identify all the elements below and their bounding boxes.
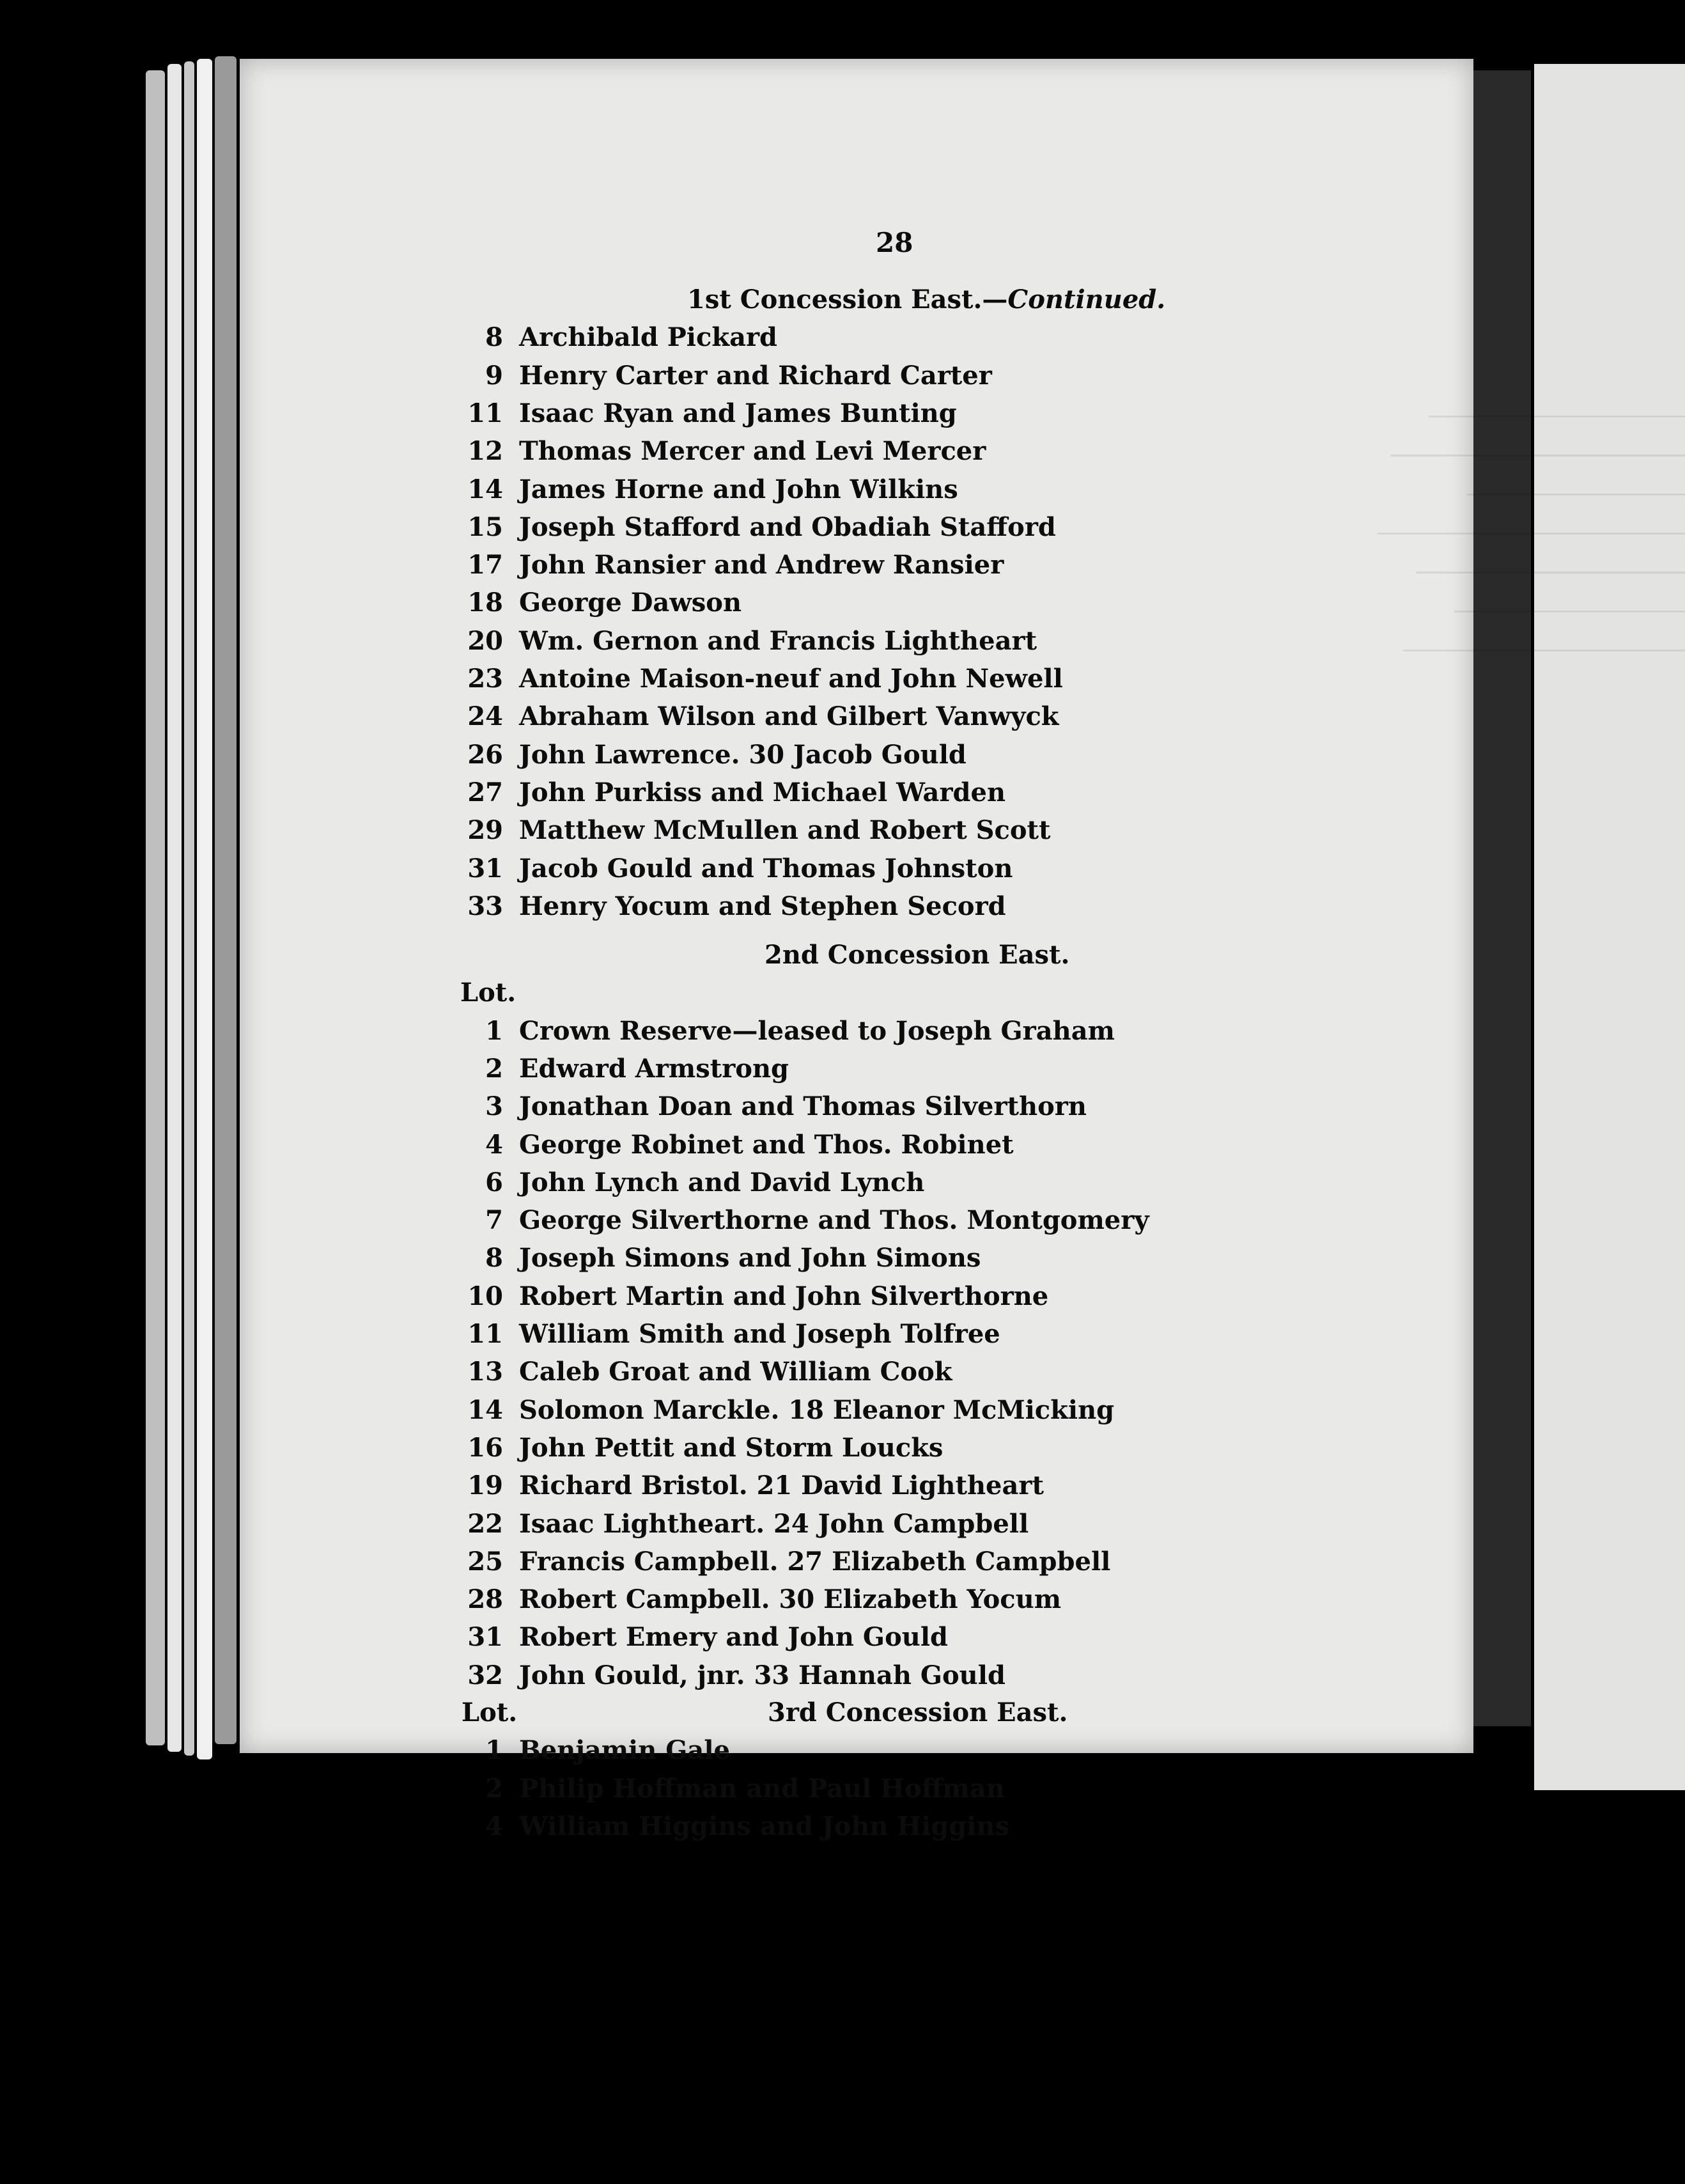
lot-holder-names: Archibald Pickard bbox=[519, 322, 778, 353]
lot-holder-names: Antoine Maison-neuf and John Newell bbox=[519, 664, 1063, 694]
lot-holder-names: William Smith and Joseph Tolfree bbox=[519, 1319, 1000, 1349]
lot-holder-names: Robert Martin and John Silverthorne bbox=[519, 1281, 1049, 1311]
lot-number: 24 bbox=[467, 701, 503, 732]
section-heading-text: 1st Concession East. bbox=[687, 285, 982, 315]
lot-number: 1 bbox=[485, 1015, 503, 1046]
section-heading bbox=[687, 285, 1165, 315]
lot-holder-names: Matthew McMullen and Robert Scott bbox=[519, 815, 1051, 846]
lot-number: 26 bbox=[467, 739, 503, 770]
lot-number: 28 bbox=[467, 1584, 503, 1615]
em-dash: — bbox=[982, 285, 1008, 315]
lot-number: 2 bbox=[485, 1773, 503, 1804]
lot-number: 1 bbox=[485, 1735, 503, 1766]
lot-holder-names: Richard Bristol. 21 David Lightheart bbox=[519, 1470, 1044, 1501]
lot-holder-names: John Pettit and Storm Loucks bbox=[519, 1432, 943, 1463]
lot-holder-names: John Lynch and David Lynch bbox=[519, 1167, 925, 1197]
lot-number: 32 bbox=[467, 1660, 503, 1690]
lot-number: 11 bbox=[467, 1319, 503, 1349]
lot-number: 2 bbox=[485, 1053, 503, 1084]
section-heading bbox=[768, 1697, 1068, 1728]
lot-holder-names: Jacob Gould and Thomas Johnston bbox=[519, 853, 1013, 884]
lot-holder-names: Robert Campbell. 30 Elizabeth Yocum bbox=[519, 1584, 1062, 1615]
lot-number: 14 bbox=[467, 1394, 503, 1425]
lot-number: 9 bbox=[485, 360, 503, 391]
lot-number: 14 bbox=[467, 474, 503, 504]
lot-holder-names: John Gould, jnr. 33 Hannah Gould bbox=[519, 1660, 1006, 1690]
lot-number: 11 bbox=[467, 398, 503, 428]
lot-holder-names: Joseph Stafford and Obadiah Stafford bbox=[519, 511, 1056, 542]
lot-number: 31 bbox=[467, 1622, 503, 1653]
lot-holder-names: John Ransier and Andrew Ransier bbox=[519, 550, 1004, 581]
lot-number: 13 bbox=[467, 1357, 503, 1387]
lot-holder-names: James Horne and John Wilkins bbox=[519, 474, 958, 504]
lot-number: 15 bbox=[467, 511, 503, 542]
lot-holder-names: Abraham Wilson and Gilbert Vanwyck bbox=[519, 701, 1059, 732]
lot-holder-names: Isaac Ryan and James Bunting bbox=[519, 398, 957, 428]
lot-holder-names: Wm. Gernon and Francis Lightheart bbox=[519, 625, 1037, 656]
lot-column-label: Lot. bbox=[462, 1697, 518, 1728]
lot-number: 18 bbox=[467, 588, 503, 618]
section-heading-text: 3rd Concession East. bbox=[768, 1697, 1068, 1728]
lot-holder-names: Henry Yocum and Stephen Secord bbox=[519, 891, 1006, 921]
lot-number: 6 bbox=[485, 1167, 503, 1197]
lot-number: 27 bbox=[467, 777, 503, 807]
lot-number: 12 bbox=[467, 436, 503, 467]
lot-number: 4 bbox=[485, 1129, 503, 1160]
lot-holder-names: Solomon Marckle. 18 Eleanor McMicking bbox=[519, 1394, 1115, 1425]
lot-number: 8 bbox=[485, 322, 503, 353]
lot-holder-names: Jonathan Doan and Thomas Silverthorn bbox=[519, 1091, 1087, 1122]
lot-number: 17 bbox=[467, 550, 503, 581]
lot-holder-names: Benjamin Gale bbox=[519, 1735, 730, 1766]
lot-number: 7 bbox=[485, 1205, 503, 1236]
section-heading bbox=[765, 940, 1069, 970]
lot-number: 25 bbox=[467, 1546, 503, 1577]
lot-holder-names: George Dawson bbox=[519, 588, 742, 618]
section-heading-suffix: Continued. bbox=[1007, 285, 1166, 315]
lot-number: 29 bbox=[467, 815, 503, 846]
lot-holder-names: Robert Emery and John Gould bbox=[519, 1622, 948, 1653]
lot-holder-names: Caleb Groat and William Cook bbox=[519, 1357, 952, 1387]
lot-holder-names: George Silverthorne and Thos. Montgomery bbox=[519, 1205, 1149, 1236]
lot-number: 33 bbox=[467, 891, 503, 921]
lot-holder-names: John Lawrence. 30 Jacob Gould bbox=[519, 739, 967, 770]
lot-column-label: Lot. bbox=[460, 978, 516, 1008]
bleed-through-texture bbox=[1339, 378, 1685, 1657]
lot-number: 19 bbox=[467, 1470, 503, 1501]
lot-holder-names: William Higgins and John Higgins bbox=[519, 1811, 1010, 1841]
lot-number: 20 bbox=[467, 625, 503, 656]
lot-holder-names: George Robinet and Thos. Robinet bbox=[519, 1129, 1014, 1160]
lot-holder-names: Philip Hoffman and Paul Hoffman bbox=[519, 1773, 1005, 1804]
lot-number: 31 bbox=[467, 853, 503, 884]
lot-holder-names: Isaac Lightheart. 24 John Campbell bbox=[519, 1508, 1029, 1539]
lot-number: 8 bbox=[485, 1243, 503, 1274]
lot-number: 16 bbox=[467, 1432, 503, 1463]
lot-holder-names: Henry Carter and Richard Carter bbox=[519, 360, 992, 391]
lot-number: 3 bbox=[485, 1091, 503, 1122]
lot-holder-names: Edward Armstrong bbox=[519, 1053, 789, 1084]
lot-number: 23 bbox=[467, 664, 503, 694]
lot-number: 10 bbox=[467, 1281, 503, 1311]
lot-number: 4 bbox=[485, 1811, 503, 1841]
section-heading-text: 2nd Concession East. bbox=[765, 940, 1070, 970]
lot-holder-names: John Purkiss and Michael Warden bbox=[519, 777, 1006, 807]
lot-number: 22 bbox=[467, 1508, 503, 1539]
lot-holder-names: Thomas Mercer and Levi Mercer bbox=[519, 436, 986, 467]
lot-holder-names: Joseph Simons and John Simons bbox=[519, 1243, 981, 1274]
lot-holder-names: Francis Campbell. 27 Elizabeth Campbell bbox=[519, 1546, 1111, 1577]
lot-holder-names: Crown Reserve—leased to Joseph Graham bbox=[519, 1015, 1115, 1046]
page-number: 28 bbox=[876, 227, 913, 258]
